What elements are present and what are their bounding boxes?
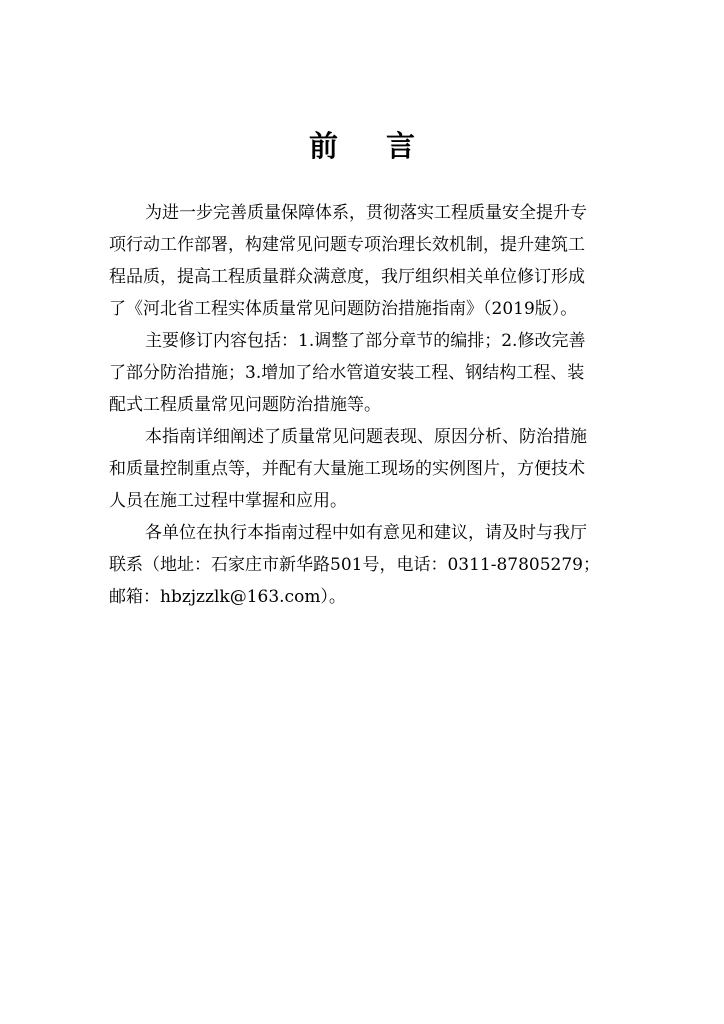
paragraph-4	[109, 517, 617, 613]
paragraph-line: 邮箱：hbzjzzlk@163.com）。	[109, 587, 346, 607]
paragraph-line: 程品质，提高工程质量群众满意度，我厅组织相关单位修订形成	[109, 267, 585, 287]
paragraph-1	[109, 197, 617, 325]
paragraph-line: 为进一步完善质量保障体系，贯彻落实工程质量安全提升专	[145, 203, 587, 223]
page-title: 前言	[308, 129, 463, 163]
paragraph-line: 项行动工作部署，构建常见问题专项治理长效机制，提升建筑工	[109, 235, 585, 255]
document-body	[109, 197, 617, 613]
paragraph-line: 配式工程质量常见问题防治措施等。	[109, 395, 381, 415]
paragraph-2	[109, 325, 617, 421]
paragraph-line: 了部分防治措施；3.增加了给水管道安装工程、钢结构工程、装	[109, 363, 585, 383]
paragraph-line: 了《河北省工程实体质量常见问题防治措施指南》（2019版）。	[109, 299, 578, 319]
paragraph-3	[109, 421, 617, 517]
paragraph-line: 人员在施工过程中掌握和应用。	[109, 491, 347, 511]
paragraph-line: 本指南详细阐述了质量常见问题表现、原因分析、防治措施	[145, 427, 587, 447]
paragraph-line: 和质量控制重点等，并配有大量施工现场的实例图片，方便技术	[109, 459, 585, 479]
paragraph-line: 联系（地址：石家庄市新华路501号，电话：0311-87805279；	[109, 555, 600, 575]
paragraph-line: 各单位在执行本指南过程中如有意见和建议，请及时与我厅	[145, 523, 587, 543]
paragraph-line: 主要修订内容包括：1.调整了部分章节的编排；2.修改完善	[145, 331, 586, 351]
